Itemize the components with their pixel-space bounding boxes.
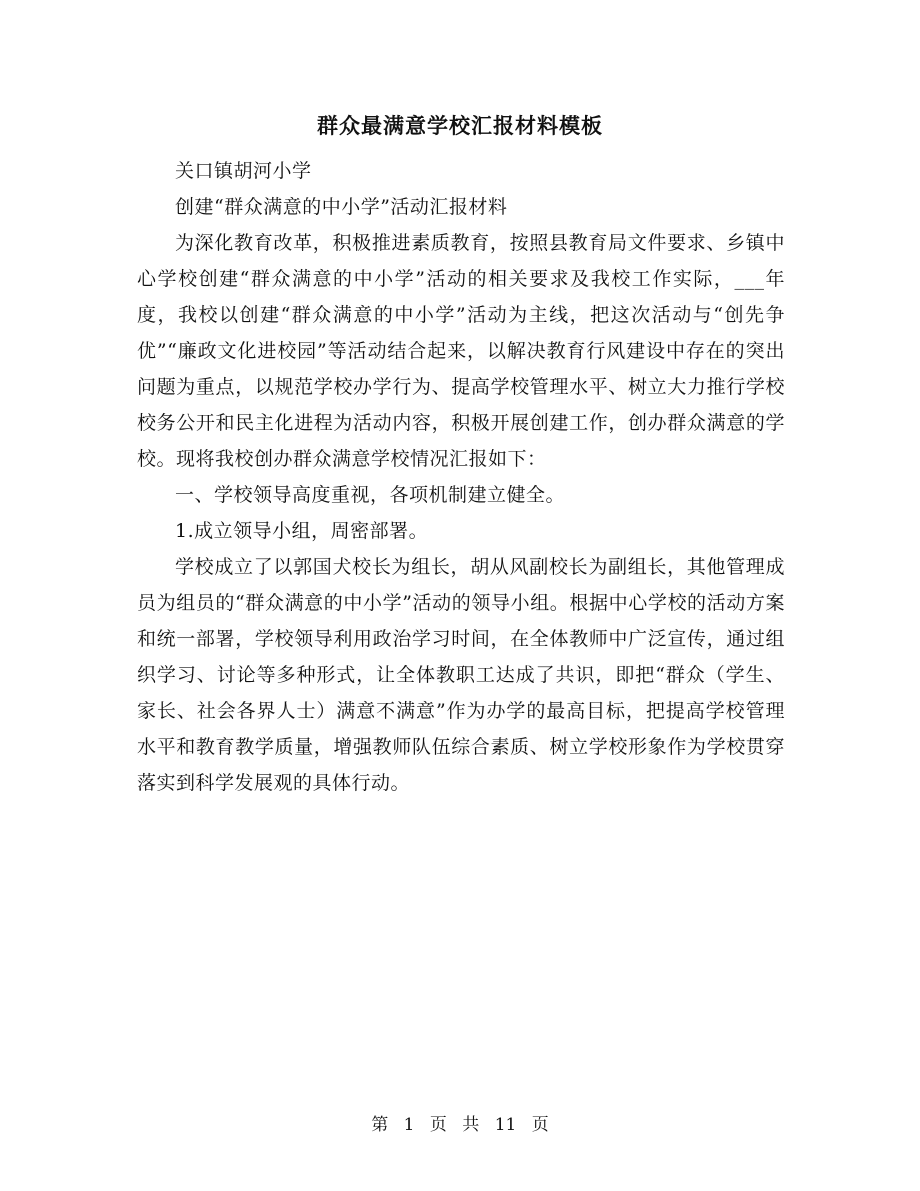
- intro-paragraph: 为深化教育改革，积极推进素质教育，按照县教育局文件要求、乡镇中心学校创建“群众满意的中小学”活动的相关要求及我校工作实际，___年度，我校以创建“群众满意的中小学”活动为主线，把这次活动与“创先争优”“廉政文化进校园”等活动结合起来，以解决教育行风建设中存在的突出问题为重点，以规范学校办学行为、提高学校管理水平、树立大力推行学校校务公开和民主化进程为活动内容，积极开展创建工作，创办群众满意的学校。现将我校创办群众满意学校情况汇报如下：: [137, 232, 785, 470]
- body-paragraph-1: 学校成立了以郭国犬校长为组长，胡从风副校长为副组长，其他管理成员为组员的“群众满意的中小学”活动的领导小组。根据中心学校的活动方案和统一部署，学校领导利用政治学习时间，在全体教师中广泛宣传，通过组织学习、讨论等多种形式，让全体教职工达成了共识，即把“群众（学生、家长、社会各界人士）满意不满意”作为办学的最高目标，把提高学校管理水平和教育教学质量，增强教师队伍综合素质、树立学校形象作为学校贯穿落实到科学发展观的具体行动。: [137, 556, 785, 794]
- page-number-footer: 第 1 页 共 11 页: [371, 1115, 549, 1135]
- school-name: 关口镇胡河小学: [175, 160, 312, 182]
- document-body: [137, 153, 785, 801]
- subsection-heading-1-1: 1.成立领导小组，周密部署。: [175, 520, 429, 542]
- report-subtitle: 创建“群众满意的中小学”活动汇报材料: [175, 196, 508, 218]
- section-heading-1: 一、学校领导高度重视，各项机制建立健全。: [175, 484, 566, 506]
- document-title: 群众最满意学校汇报材料模板: [317, 113, 603, 138]
